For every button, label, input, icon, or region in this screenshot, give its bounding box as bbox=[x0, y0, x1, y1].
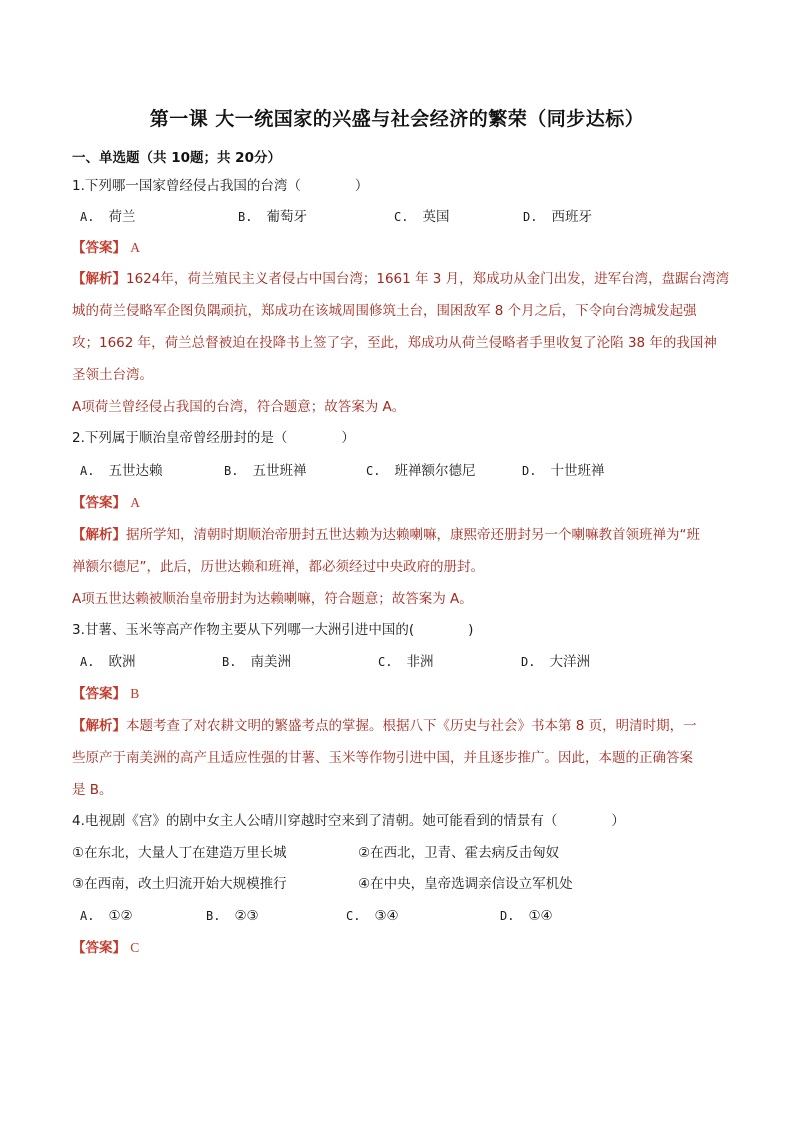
question-1-stem: 1.下列哪一国家曾经侵占我国的台湾（ ） bbox=[72, 178, 369, 194]
q4-statement-2: ②在西北，卫青、霍去病反击匈奴 bbox=[358, 845, 560, 861]
q3-analysis-line-1 bbox=[72, 716, 697, 736]
q4-option-b bbox=[206, 906, 259, 926]
answer-tag: 【答案】 bbox=[72, 495, 126, 511]
q3-option-a bbox=[80, 652, 135, 672]
q2-analysis-line-1 bbox=[72, 525, 700, 545]
analysis-text: 本题考查了对农耕文明的繁盛考点的掌握。根据八下《历史与社会》书本第 8 页，明清时期，一 bbox=[126, 718, 697, 734]
option-text: 大洋洲 bbox=[549, 654, 590, 670]
analysis-text: 1624年，荷兰殖民主义者侵占中国台湾；1661 年 3 月，郑成功从金门出发，进军台湾，盘踞台湾湾 bbox=[126, 271, 730, 287]
q2-option-a bbox=[80, 461, 162, 481]
q4-option-a bbox=[80, 906, 133, 926]
option-letter: D. bbox=[523, 210, 538, 224]
q1-analysis-line-4: 圣领土台湾。 bbox=[72, 367, 153, 383]
option-text: 欧洲 bbox=[108, 654, 136, 670]
q2-option-b bbox=[224, 461, 306, 481]
question-4-stem: 4.电视剧《宫》的剧中女主人公晴川穿越时空来到了清朝。她可能看到的情景有（ ） bbox=[72, 813, 625, 829]
q4-statement-4: ④在中央，皇帝选调亲信设立军机处 bbox=[358, 876, 573, 892]
q2-answer bbox=[72, 493, 140, 513]
q3-option-d bbox=[521, 652, 590, 672]
q3-option-c bbox=[378, 652, 433, 672]
option-letter: B. bbox=[238, 210, 253, 224]
option-letter: D. bbox=[500, 909, 515, 923]
q3-analysis-line-3: 是 B。 bbox=[72, 782, 113, 798]
q4-answer bbox=[72, 938, 139, 958]
page-title: 第一课 大一统国家的兴盛与社会经济的繁荣（同步达标） bbox=[149, 108, 645, 130]
option-text: ②③ bbox=[234, 908, 259, 924]
option-letter: A. bbox=[80, 909, 95, 923]
option-letter: C. bbox=[346, 909, 361, 923]
q4-option-c bbox=[346, 906, 399, 926]
option-letter: D. bbox=[521, 655, 536, 669]
option-letter: A. bbox=[80, 210, 95, 224]
option-text: 荷兰 bbox=[108, 209, 136, 225]
q1-option-c bbox=[394, 207, 449, 227]
option-text: 葡萄牙 bbox=[266, 209, 307, 225]
q1-analysis-line-2: 城的荷兰侵略军企图负隅顽抗，郑成功在该城周围修筑土台，围困敌军 8 个月之后，下令向台湾城发起强 bbox=[72, 303, 697, 319]
option-text: ①② bbox=[108, 908, 133, 924]
answer-value: A bbox=[130, 495, 141, 510]
option-text: ①④ bbox=[528, 908, 553, 924]
q2-option-d bbox=[522, 461, 604, 481]
option-text: 英国 bbox=[422, 209, 450, 225]
answer-tag: 【答案】 bbox=[72, 940, 126, 956]
q3-analysis-line-2: 些原产于南美洲的高产且适应性强的甘薯、玉米等作物引进中国，并且逐步推广。因此，本题的正确答案 bbox=[72, 750, 693, 766]
option-letter: C. bbox=[378, 655, 393, 669]
question-2-stem: 2.下列属于顺治皇帝曾经册封的是（ ） bbox=[72, 430, 355, 446]
q3-option-b bbox=[222, 652, 291, 672]
q3-answer bbox=[72, 684, 139, 704]
q1-conclusion: A项荷兰曾经侵占我国的台湾，符合题意；故答案为 A。 bbox=[72, 399, 406, 415]
q1-option-a bbox=[80, 207, 135, 227]
option-letter: B. bbox=[224, 464, 239, 478]
analysis-tag: 【解析】 bbox=[72, 718, 126, 734]
q1-analysis-line-3: 攻；1662 年，荷兰总督被迫在投降书上签了字，至此，郑成功从荷兰侵略者手里收复了沦陷 38 年的我国神 bbox=[72, 335, 717, 351]
option-letter: B. bbox=[206, 909, 221, 923]
option-letter: C. bbox=[366, 464, 381, 478]
analysis-text: 据所学知，清朝时期顺治帝册封五世达赖为达赖喇嘛，康熙帝还册封另一个喇嘛教首领班禅为“班 bbox=[126, 527, 700, 543]
option-text: 西班牙 bbox=[551, 209, 592, 225]
option-letter: C. bbox=[394, 210, 409, 224]
q1-option-b bbox=[238, 207, 307, 227]
q4-statement-3: ③在西南，改土归流开始大规模推行 bbox=[72, 876, 287, 892]
option-letter: A. bbox=[80, 464, 95, 478]
q2-option-c bbox=[366, 461, 475, 481]
option-letter: D. bbox=[522, 464, 537, 478]
analysis-tag: 【解析】 bbox=[72, 527, 126, 543]
answer-value: C bbox=[130, 940, 140, 955]
answer-value: A bbox=[130, 240, 141, 255]
option-text: ③④ bbox=[374, 908, 399, 924]
q1-option-d bbox=[523, 207, 592, 227]
q4-option-d bbox=[500, 906, 553, 926]
option-text: 五世班禅 bbox=[252, 463, 307, 479]
question-3-stem: 3.甘薯、玉米等高产作物主要从下列哪一大洲引进中国的( ) bbox=[72, 622, 474, 638]
answer-tag: 【答案】 bbox=[72, 240, 126, 256]
section-heading: 一、单选题（共 10题；共 20分） bbox=[72, 150, 281, 166]
option-letter: A. bbox=[80, 655, 95, 669]
option-letter: B. bbox=[222, 655, 237, 669]
option-text: 五世达赖 bbox=[108, 463, 163, 479]
option-text: 班禅额尔德尼 bbox=[394, 463, 476, 479]
q1-answer bbox=[72, 238, 140, 258]
option-text: 十世班禅 bbox=[550, 463, 605, 479]
q2-analysis-line-2: 禅额尔德尼”，此后，历世达赖和班禅，都必须经过中央政府的册封。 bbox=[72, 559, 484, 575]
option-text: 南美洲 bbox=[250, 654, 291, 670]
q2-conclusion: A项五世达赖被顺治皇帝册封为达赖喇嘛，符合题意；故答案为 A。 bbox=[72, 591, 473, 607]
answer-tag: 【答案】 bbox=[72, 686, 126, 702]
q4-statement-1: ①在东北，大量人丁在建造万里长城 bbox=[72, 845, 287, 861]
analysis-tag: 【解析】 bbox=[72, 271, 126, 287]
q1-analysis-line-1 bbox=[72, 269, 729, 289]
answer-value: B bbox=[130, 686, 140, 701]
option-text: 非洲 bbox=[406, 654, 434, 670]
